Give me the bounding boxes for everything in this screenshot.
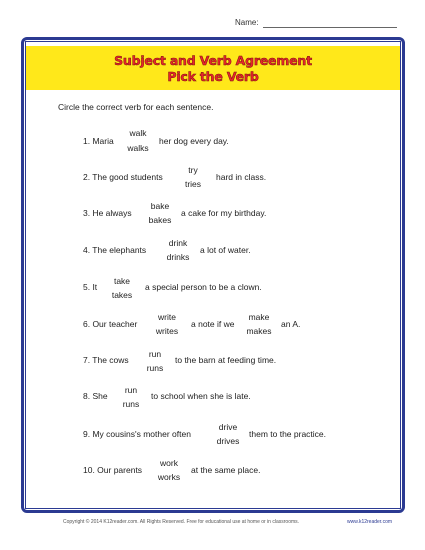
sentence-8-start: 8. She bbox=[83, 391, 108, 401]
sentence-3-end: a cake for my birthday. bbox=[181, 208, 267, 218]
sentence-6-choice-fourth[interactable]: makes bbox=[246, 326, 272, 336]
sentence-4-start: 4. The elephants bbox=[83, 245, 147, 255]
sentence-4-choice-first[interactable]: drink bbox=[168, 238, 188, 248]
sentence-2-choice-second[interactable]: tries bbox=[184, 179, 202, 189]
sentence-10-choice-second[interactable]: works bbox=[157, 472, 181, 482]
sentence-10-end: at the same place. bbox=[191, 465, 261, 475]
sentence-7-start: 7. The cows bbox=[83, 355, 129, 365]
sentence-6-middle: a note if we bbox=[191, 319, 235, 329]
worksheet-title: Subject and Verb Agreement bbox=[114, 53, 312, 68]
sentence-1-start: 1. Maria bbox=[83, 136, 114, 146]
sentence-8-choice-second[interactable]: runs bbox=[122, 399, 140, 409]
sentence-6-choice-second[interactable]: writes bbox=[155, 326, 179, 336]
sentence-4-end: a lot of water. bbox=[200, 245, 251, 255]
sentence-6-start: 6. Our teacher bbox=[83, 319, 138, 329]
sentence-6-choice-third[interactable]: make bbox=[248, 312, 270, 322]
sentence-6-choice-first[interactable]: write bbox=[158, 312, 176, 322]
name-label: Name: bbox=[235, 18, 259, 27]
sentence-9-choice-second[interactable]: drives bbox=[216, 436, 240, 446]
sentence-2-start: 2. The good students bbox=[83, 172, 163, 182]
sentence-3-choice-first[interactable]: bake bbox=[150, 201, 170, 211]
instructions: Circle the correct verb for each sentence. bbox=[58, 102, 214, 112]
sentence-3-start: 3. He always bbox=[83, 208, 132, 218]
sentence-1-choice-plural[interactable]: walks bbox=[127, 143, 149, 153]
sentence-5-choice-second[interactable]: takes bbox=[111, 290, 133, 300]
sentence-8-end: to school when she is late. bbox=[151, 391, 251, 401]
sentence-7-end: to the barn at feeding time. bbox=[175, 355, 277, 365]
sentence-9-choice-first[interactable]: drive bbox=[218, 422, 238, 432]
sentence-6-end: an A. bbox=[281, 319, 301, 329]
sentence-4-choice-second[interactable]: drinks bbox=[166, 252, 190, 262]
sentence-10-choice-first[interactable]: work bbox=[160, 458, 178, 468]
name-write-line bbox=[263, 27, 397, 28]
sentence-5-start: 5. It bbox=[83, 282, 98, 292]
sentence-7-choice-second[interactable]: runs bbox=[146, 363, 164, 373]
sentence-7-choice-first[interactable]: run bbox=[148, 349, 162, 359]
sentence-9-start: 9. My cousins's mother often bbox=[83, 429, 191, 439]
sentence-1-end: her dog every day. bbox=[159, 136, 229, 146]
copyright-notice: Copyright © 2014 K12reader.com. All Rights Reserved. Free for educational use at home or in classrooms. bbox=[63, 519, 300, 525]
sentence-3-choice-second[interactable]: bakes bbox=[148, 215, 172, 225]
worksheet-subtitle: Pick the Verb bbox=[167, 69, 259, 84]
sentence-2-end: hard in class. bbox=[216, 172, 267, 182]
sentence-10-start: 10. Our parents bbox=[83, 465, 143, 475]
sentence-2-choice-first[interactable]: try bbox=[188, 165, 198, 175]
site-link[interactable]: www.k12reader.com bbox=[347, 519, 393, 525]
sentence-5-end: a special person to be a clown. bbox=[145, 282, 262, 292]
sentence-9-end: them to the practice. bbox=[249, 429, 327, 439]
sentence-5-choice-first[interactable]: take bbox=[113, 276, 131, 286]
sentence-8-choice-first[interactable]: run bbox=[124, 385, 138, 395]
sentence-1-choice-singular[interactable]: walk bbox=[129, 128, 147, 138]
